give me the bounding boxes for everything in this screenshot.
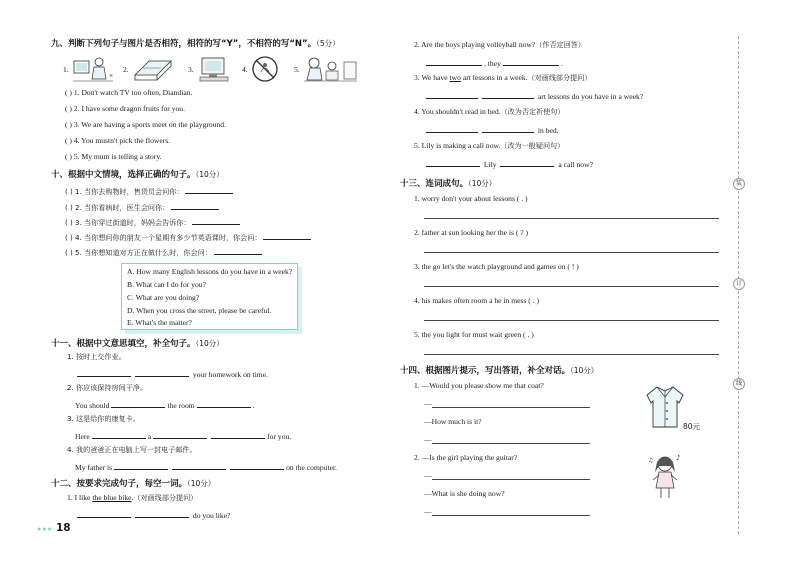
sec12-q4-text: 4. You shouldn't read in bed. [414,107,501,116]
answer-blank[interactable] [211,430,265,439]
sec14-q2-dash: — [424,471,432,480]
sec12-q3-text-b: art lessons in a week. [460,73,528,82]
answer-line[interactable] [432,407,590,408]
sec10-item-3-text: ( ) 3. 当你穿过街道时，妈妈会告诉你： [65,218,191,227]
section-14-points: （10分） [570,366,599,375]
answer-blank[interactable] [192,216,240,225]
sec12-q4-hint: （改为否定祈使句） [500,107,565,116]
sec12-q3-answer-text: art lessons do you have in a week? [537,92,644,101]
section-10-heading [51,168,224,180]
sec12-q1-text: 1. I like [67,493,93,502]
answer-blank[interactable] [185,185,233,194]
answer-blank[interactable] [135,368,189,377]
answer-blank[interactable] [426,124,478,133]
answer-blank[interactable] [263,231,311,240]
option-c: C. What are you doing? [127,293,200,302]
answer-blank[interactable] [171,201,219,210]
sec12-q1 [67,493,197,503]
section-9-title: 九、判断下列句子与图片是否相符，相符的写“Y”，不相符的写“N”。 [51,39,317,49]
pic-4-label: 4. [242,65,248,74]
options-box [121,263,298,330]
pic-3-computer-image [196,55,236,83]
sec12-q2-period: . [560,59,563,68]
binding-char-3: 线 [733,378,745,390]
sec12-q3-answer [424,90,643,101]
sec12-q2-answer-text: , they [484,59,501,68]
option-e: E. What's the matter? [127,318,192,327]
sec9-item-4: ( ) 4. You mustn't pick the flowers. [65,136,171,145]
answer-line[interactable] [432,515,590,516]
svg-text:♪: ♪ [676,454,681,462]
pic-1-mark: × [109,71,114,80]
sec13-item-5: 5. the you light for must wait green ( . ) [414,330,534,339]
sec11-item-3-text-c: for you. [267,432,292,441]
page-number-dots: ●●● [37,525,53,533]
sec11-item-1-cn: 1. 按时上交作业。 [67,352,126,361]
sec11-item-3-text-a: Here [75,432,90,441]
answer-blank[interactable] [426,158,480,167]
sec11-item-4-cn: 4. 我的爸爸正在电脑上写一封电子邮件。 [67,445,197,454]
sec12-q5-answer-text-b: a call now? [558,160,593,169]
sec12-q5-text: 5. Lily is making a call now. [414,141,501,150]
answer-blank[interactable] [172,461,226,470]
coat-image [643,383,687,431]
sec11-item-1-en [75,368,268,379]
sec11-item-3-en [75,430,291,441]
section-9-heading [51,37,340,49]
sec14-q2-followup: —What is she doing now? [424,489,505,498]
sec12-q5-hint: （改为一般疑问句） [500,141,565,150]
sec11-item-1-text: your homework on time. [192,370,268,379]
pic-2-label: 2. [123,65,129,74]
sec14-q1: 1. —Would you please show me that coat? [414,381,544,390]
option-d: D. When you cross the street, please be careful. [127,306,272,315]
page-number: 18 [56,522,71,534]
binding-char-1: 装 [733,178,745,190]
answer-line[interactable] [424,286,719,287]
sec9-item-3: ( ) 3. We are having a sports meet on the playground. [65,120,226,129]
sec12-q3-hint: （对画线部分提问） [527,73,592,82]
answer-blank[interactable] [426,90,478,99]
sec10-item-2 [65,201,221,213]
sec14-q2: 2. —Is the girl playing the guitar? [414,453,518,462]
section-13-points: （10分） [468,179,497,188]
answer-blank[interactable] [482,90,534,99]
answer-blank[interactable] [135,509,189,518]
sec12-q1-period: . [131,493,134,502]
pic-5-label: 5. [294,65,300,74]
answer-blank[interactable] [77,509,131,518]
answer-blank[interactable] [153,430,207,439]
sec11-item-2-text-a: You should [75,401,110,410]
answer-line[interactable] [432,443,590,444]
option-a: A. How many English lessons do you have in a week? [127,267,293,276]
answer-blank[interactable] [482,124,534,133]
sec11-item-2-en [75,399,255,410]
answer-blank[interactable] [214,246,262,255]
sec14-q1-followup: —How much is it? [424,417,482,426]
answer-line[interactable] [424,252,719,253]
sec12-q5 [414,141,564,151]
sec12-q1-answer-text: do you like? [192,511,231,520]
sec13-item-3: 3. the go let's the watch playground and games on ( ! ) [414,262,579,271]
sec11-item-3-cn: 3. 这是给你的康复卡。 [67,414,140,423]
section-10-points: （10分） [195,170,224,179]
sec11-item-4-en [75,461,337,472]
sec11-item-2-cn: 2. 你应该保持房间干净。 [67,383,147,392]
section-13-title: 十三、连词成句。 [400,179,469,189]
section-12-points: （10分） [187,479,216,488]
section-11-points: （10分） [195,339,224,348]
sec14-q1-dash-2: — [424,435,432,444]
sec12-q2-text: 2. Are the boys playing volleyball now? [414,40,536,49]
sec12-q3 [414,73,591,83]
sec12-q1-answer [75,509,230,520]
sec11-item-2-text-b: the room [167,401,195,410]
answer-blank[interactable] [503,57,559,66]
sec9-item-2: ( ) 2. I have some dragon fruits for you. [65,104,185,113]
sec10-item-1 [65,185,235,197]
answer-blank[interactable] [230,461,284,470]
sec12-q4-answer [424,124,559,135]
answer-line[interactable] [432,479,590,480]
pic-2-bed-image [131,55,175,83]
answer-blank[interactable] [77,368,131,377]
sec13-item-2: 2. father at sun looking her the is ( ? ) [414,228,529,237]
sec10-item-5 [65,246,264,258]
sec11-item-3-text-b: a [147,432,152,441]
sec12-q2 [414,40,585,50]
svg-text:♫: ♫ [648,457,654,464]
pic-1-label: 1. [63,65,69,74]
sec12-q4 [414,107,564,117]
section-11-title: 十一、根据中文意思填空，补全句子。 [51,339,196,349]
price-label: 80元 [683,422,701,431]
sec9-item-1: ( ) 1. Don't watch TV too often, Diandian. [65,88,193,97]
answer-blank[interactable] [111,399,165,408]
section-14-title: 十四、根据图片提示，写出答语，补全对话。 [400,366,571,376]
sec12-q5-answer-text-a: Lily [483,160,497,169]
sec10-item-2-text: ( ) 2. 当你看病时，医生会问你： [65,203,170,212]
answer-blank[interactable] [92,430,146,439]
sec12-q1-hint: （对画线部分提问） [133,493,198,502]
sec12-q5-answer [424,158,593,169]
answer-line[interactable] [424,354,719,355]
sec10-item-3 [65,216,242,228]
sec10-item-5-text: ( ) 5. 当你想知道对方正在做什么时，你会问： [65,248,212,257]
sec14-q1-dash: — [424,399,432,408]
sec11-item-4-text-a: My father is [75,463,113,472]
sec12-q2-hint: （作否定回答） [535,40,585,49]
sec12-q3-text-a: 3. We have [414,73,450,82]
pic-5-reading-story-image [302,54,358,84]
binding-char-2: 订 [733,278,745,290]
section-12-title: 十二、按要求完成句子，每空一词。 [51,479,188,489]
sec10-item-1-text: ( ) 1. 当你去购物时，售货员会问你： [65,187,184,196]
section-11-heading [51,337,224,349]
section-14-heading [400,364,598,376]
section-12-heading [51,477,215,489]
sec9-item-5: ( ) 5. My mum is telling a story. [65,152,162,161]
pic-3-label: 3. [188,65,194,74]
answer-blank[interactable] [426,57,482,66]
sec11-item-2-text-c: . [252,401,255,410]
section-9-points: （5分） [316,39,340,48]
sec12-q3-underlined: two [449,73,461,82]
singing-girl-image [645,452,685,502]
sec14-q2-dash-2: — [424,507,432,516]
section-13-heading [400,177,496,189]
sec13-item-4: 4. his makes often room a he in mess ( . ) [414,296,540,305]
sec12-q4-answer-text: in bed. [537,126,559,135]
answer-line[interactable] [424,218,719,219]
answer-blank[interactable] [197,399,251,408]
answer-blank[interactable] [114,461,168,470]
sec12-q2-answer [424,57,563,68]
sec10-item-4 [65,231,313,243]
sec12-q1-underlined: the blue bike [92,493,132,502]
answer-blank[interactable] [500,158,554,167]
answer-line[interactable] [424,320,719,321]
pic-4-no-picking-flowers-sign [250,54,282,84]
section-10-title: 十、根据中文情境，选择正确的句子。 [51,170,196,180]
sec10-item-4-text: ( ) 4. 当你想问你的朋友一个星期有多少节英语课时，你会问： [65,233,262,242]
sec13-item-1: 1. worry don't your about lessons ( . ) [414,194,528,203]
option-b: B. What can I do for you? [127,280,206,289]
sec11-item-4-text-c: on the computer. [286,463,337,472]
